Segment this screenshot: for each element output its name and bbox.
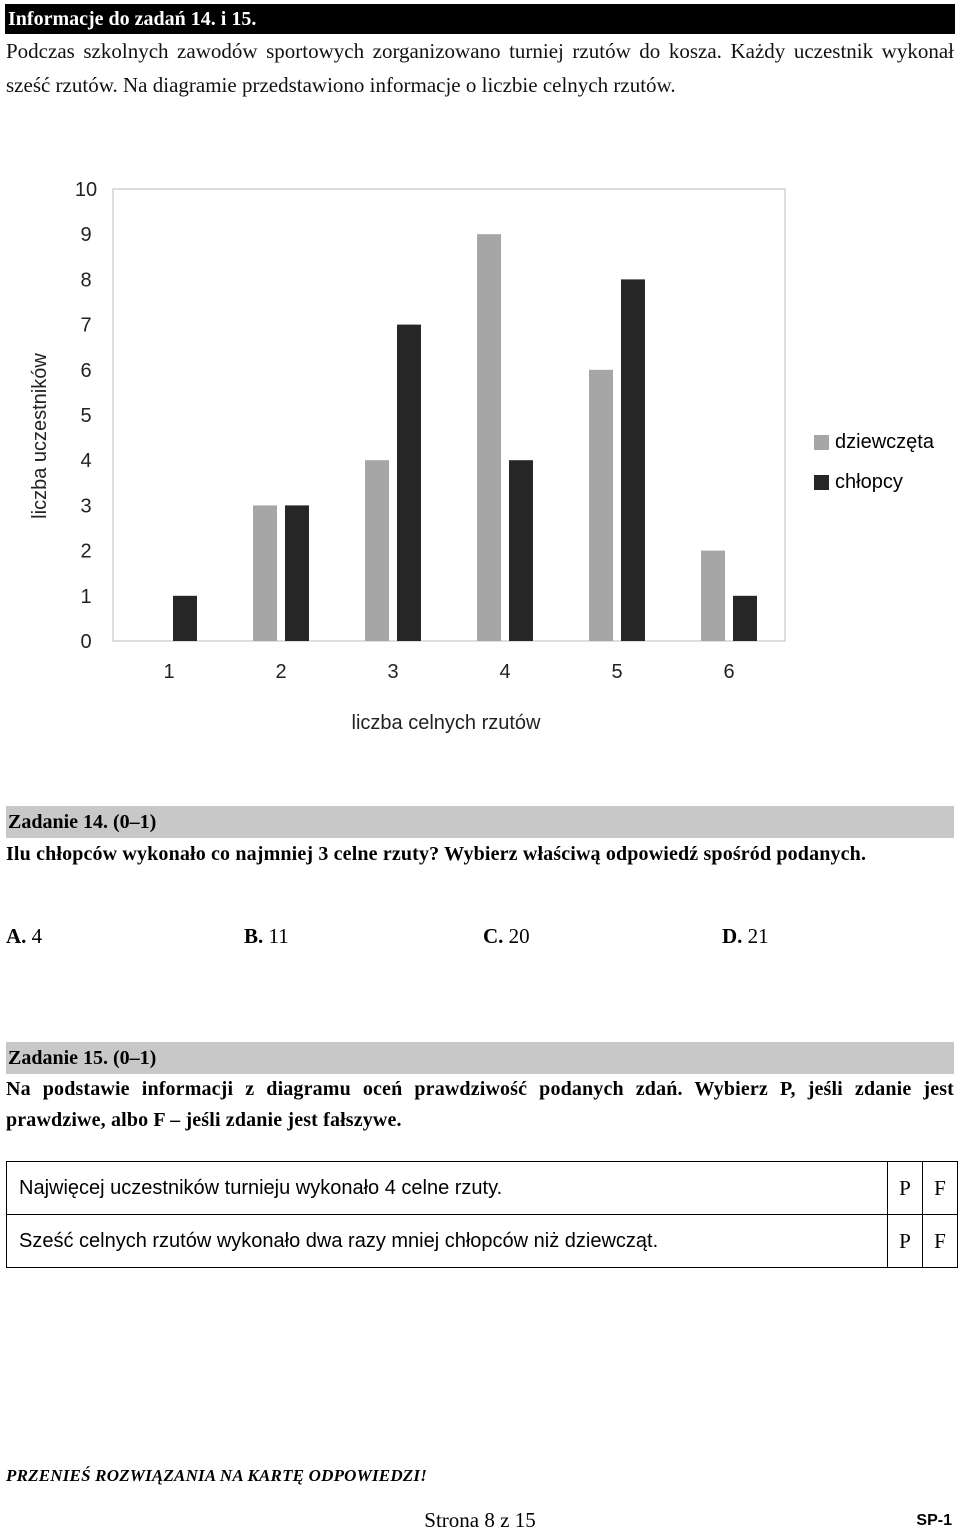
bar-girls-6 [701,551,725,641]
x-tick-label: 4 [499,661,511,683]
answer-value: 20 [508,924,530,948]
answer-option-c[interactable] [483,924,530,949]
y-tick-label: 0 [80,631,92,653]
y-tick-label: 10 [74,179,98,201]
x-tick-label: 1 [163,661,175,683]
bar-boys-6 [733,596,757,641]
bar-girls-5 [589,370,613,641]
bar-boys-3 [397,325,421,641]
answer-letter: D. [722,924,743,948]
statement-cell: Najwięcej uczestników turnieju wykonało 4 celne rzuty. [7,1162,888,1215]
answer-option-d[interactable] [722,924,769,949]
true-false-table [6,1161,958,1268]
table-row [7,1162,958,1215]
statement-cell: Sześć celnych rzutów wykonało dwa razy mniej chłopców niż dziewcząt. [7,1215,888,1268]
bar-boys-1 [173,596,197,641]
option-f[interactable]: F [923,1215,958,1268]
bar-chart [0,160,960,740]
y-tick-label: 5 [80,405,92,427]
section-title: Informacje do zadań 14. i 15. [8,8,257,30]
answer-option-a[interactable] [6,924,42,949]
legend-swatch-girls [814,435,829,450]
bar-boys-5 [621,279,645,641]
x-tick-label: 2 [275,661,287,683]
y-tick-label: 8 [80,269,92,292]
y-tick-label: 9 [80,224,92,247]
answer-value: 4 [31,924,43,948]
option-p[interactable]: P [888,1215,923,1268]
legend-label-girls: dziewczęta [835,430,934,453]
answer-letter: C. [483,924,504,948]
table-row [7,1215,958,1268]
exam-code: SP-1 [916,1512,952,1529]
y-tick-label: 1 [80,585,92,608]
y-tick-label: 7 [80,314,92,337]
legend-item-boys [814,462,934,502]
section-header [5,4,955,34]
answer-letter: A. [6,924,27,948]
x-tick-label: 3 [387,661,399,683]
answer-option-b[interactable] [244,924,289,949]
task14-answers [6,924,954,954]
option-f[interactable]: F [923,1162,958,1215]
bar-boys-2 [285,505,309,641]
task15-heading: Zadanie 15. (0–1) [6,1042,954,1074]
chart-legend [814,422,934,502]
bar-girls-4 [477,234,501,641]
x-tick-label: 5 [611,661,623,683]
bar-girls-2 [253,505,277,641]
bar-girls-3 [365,460,389,641]
legend-swatch-boys [814,475,829,490]
y-axis-label: liczba uczestników [29,353,51,519]
task14-question: Ilu chłopców wykonało co najmniej 3 celne rzuty? Wybierz właściwą odpowiedź spośród podanych. [6,843,867,865]
task14-heading: Zadanie 14. (0–1) [6,806,954,838]
legend-label-boys: chłopcy [835,470,903,493]
option-p[interactable]: P [888,1162,923,1215]
bar-boys-4 [509,460,533,641]
y-tick-label: 3 [80,495,92,518]
answer-letter: B. [244,924,264,948]
task15-question: Na podstawie informacji z diagramu oceń prawdziwość podanych zdań. Wybierz P, jeśli zdanie jest prawdziwe, albo F – jeśli zdanie jest fałszywe. [6,1078,954,1131]
y-tick-label: 6 [80,359,92,382]
plot-area [113,189,785,641]
y-tick-label: 4 [80,450,92,473]
intro-paragraph: Podczas szkolnych zawodów sportowych zorganizowano turniej rzutów do kosza. Każdy uczestnik wykonał sześć rzutów. Na diagramie przedstawiono informacje o liczbie celnych rzutów. [6,39,954,97]
x-axis-label: liczba celnych rzutów [351,712,541,734]
answer-value: 11 [268,924,289,948]
transfer-note: PRZENIEŚ ROZWIĄZANIA NA KARTĘ ODPOWIEDZI! [6,1466,428,1485]
legend-item-girls [814,422,934,462]
answer-value: 21 [747,924,769,948]
page-number: Strona 8 z 15 [424,1508,536,1532]
y-tick-label: 2 [80,540,92,563]
x-tick-label: 6 [723,661,735,683]
